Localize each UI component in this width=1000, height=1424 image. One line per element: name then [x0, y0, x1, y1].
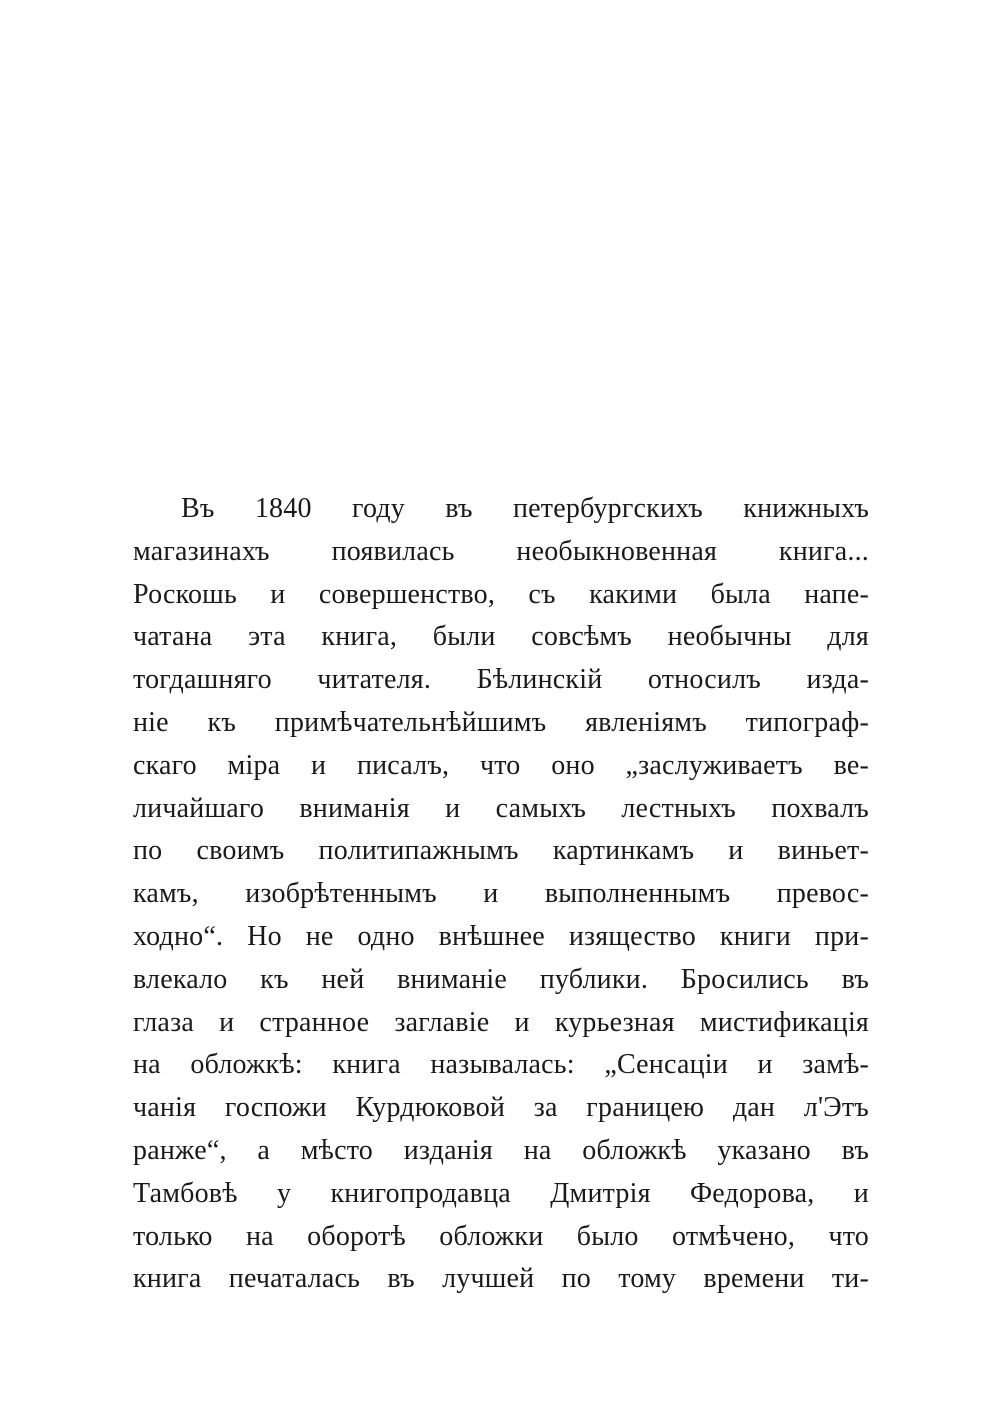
text-line-14: на обложкѣ: книга называлась: „Сенсаціи и замѣ-	[133, 1049, 869, 1081]
text-line-8: личайшаго вниманія и самыхъ лестныхъ похвалъ	[133, 792, 869, 824]
text-line-13: глаза и странное заглавіе и курьезная мистификація	[133, 1006, 869, 1038]
text-line-3: Роскошь и совершенство, съ какими была напе-	[133, 578, 869, 610]
paragraph	[133, 488, 869, 1301]
text-line-4: чатана эта книга, были совсѣмъ необычны для	[133, 621, 869, 653]
text-line-17: Тамбовѣ у книгопродавца Дмитрія Федорова, и	[133, 1177, 869, 1209]
text-line-7: скаго міра и писалъ, что оно „заслуживаетъ ве-	[133, 749, 869, 781]
text-line-2: магазинахъ появилась необыкновенная книга...	[133, 535, 869, 567]
text-line-18: только на оборотѣ обложки было отмѣчено, что	[133, 1220, 869, 1252]
text-line-6: ніе къ примѣчательнѣйшимъ явленіямъ типограф-	[133, 706, 869, 738]
text-line-10: камъ, изобрѣтеннымъ и выполненнымъ превос-	[133, 878, 869, 910]
text-line-19: книга печаталась въ лучшей по тому времени ти-	[133, 1263, 869, 1295]
text-line-9: по своимъ политипажнымъ картинкамъ и виньет-	[133, 835, 869, 867]
text-line-16: ранже“, а мѣсто изданія на обложкѣ указано въ	[133, 1134, 869, 1166]
text-line-15: чанія госпожи Курдюковой за границею дан л'Этъ	[133, 1092, 869, 1124]
text-line-12: влекало къ ней вниманіе публики. Бросились въ	[133, 963, 869, 995]
text-line-11: ходно“. Но не одно внѣшнее изящество книги при-	[133, 920, 869, 952]
text-line-1: Въ 1840 году въ петербургскихъ книжныхъ	[181, 493, 869, 524]
text-line-5: тогдашняго читателя. Бѣлинскій относилъ изда-	[133, 664, 869, 696]
